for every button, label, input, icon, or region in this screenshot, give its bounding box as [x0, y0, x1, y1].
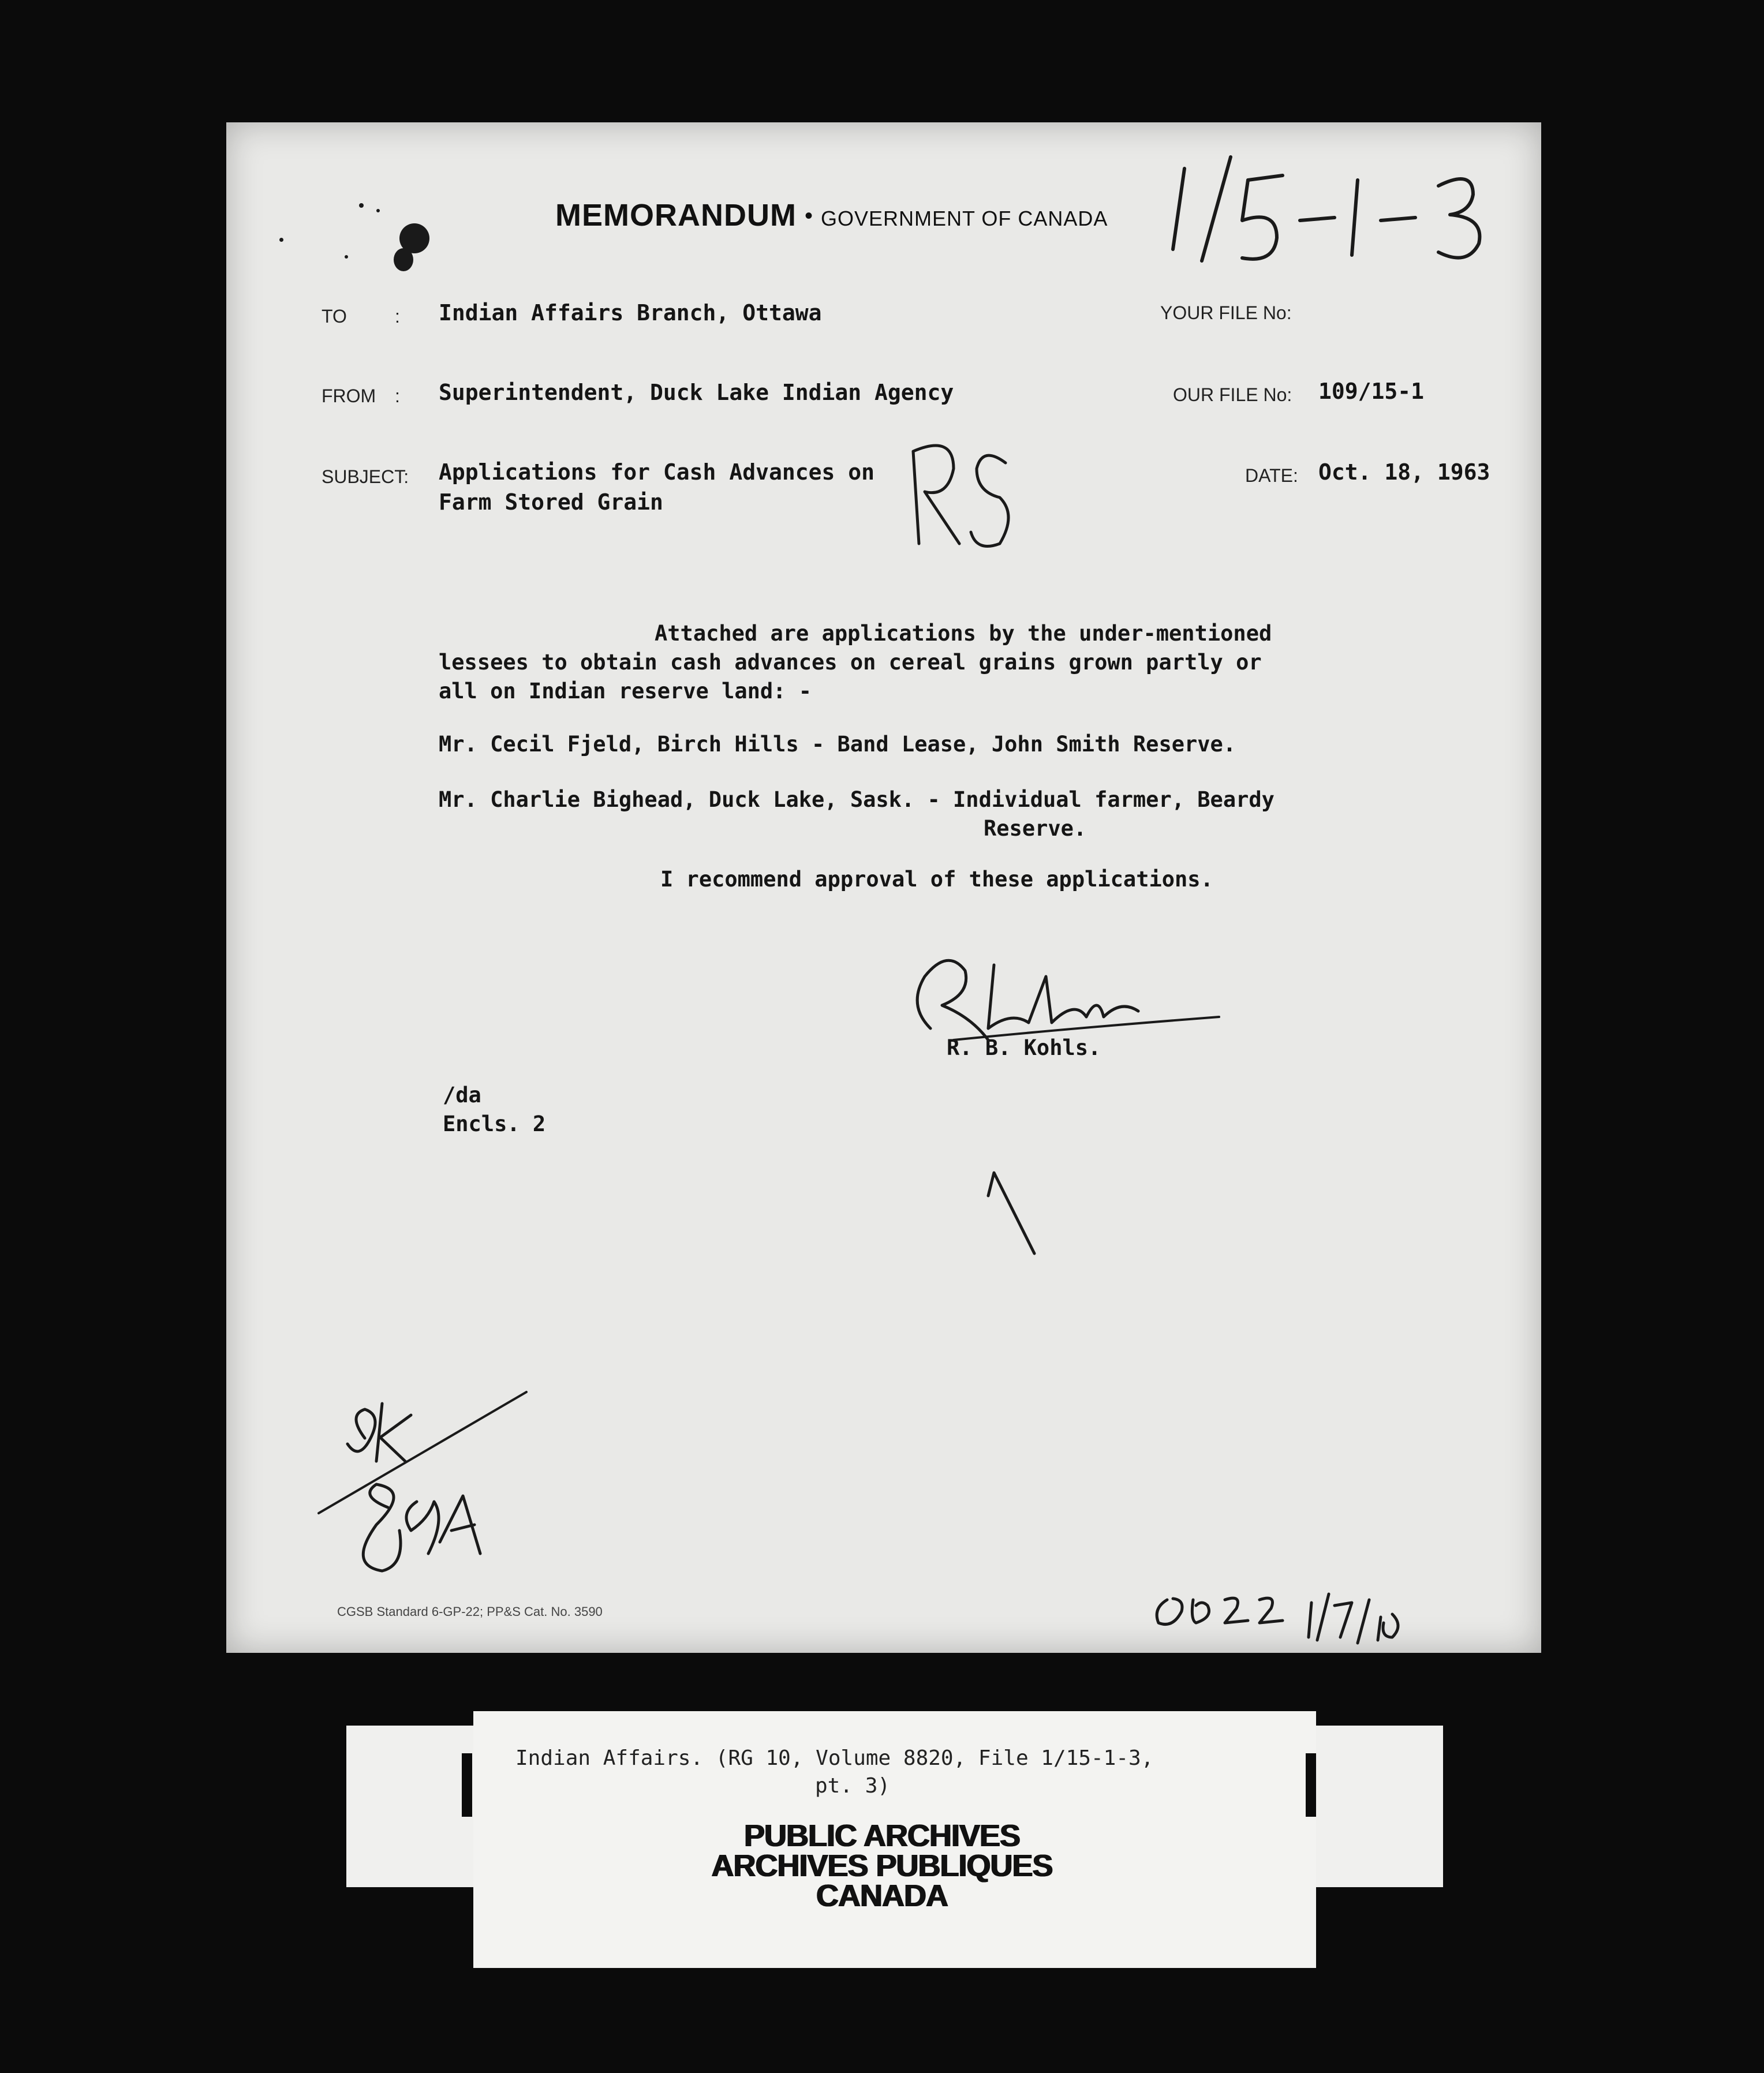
to-colon: :: [395, 306, 400, 327]
from-value: Superintendent, Duck Lake Indian Agency: [439, 380, 954, 405]
your-file-label: YOUR FILE No:: [1160, 302, 1292, 323]
body-para-line-3: all on Indian reserve land: -: [439, 679, 812, 704]
memo-title: MEMORANDUM: [555, 198, 797, 233]
ink-speck: [359, 203, 364, 208]
label-slot-right: [1306, 1753, 1316, 1817]
issuer-name: GOVERNMENT OF CANADA: [820, 207, 1108, 230]
typed-signature-name: R. B. Kohls.: [947, 1035, 1101, 1060]
subject-label: SUBJECT:: [322, 466, 409, 487]
ink-speck: [376, 209, 380, 212]
archive-reference-line-1: Indian Affairs. (RG 10, Volume 8820, File 1/15-1-3,: [515, 1746, 1154, 1770]
applicant-2-line-1: Mr. Charlie Bighead, Duck Lake, Sask. - Individual farmer, Beardy: [439, 787, 1275, 812]
archive-title-french: ARCHIVES PUBLIQUES: [711, 1849, 1053, 1883]
handwritten-date-note: [1150, 1582, 1410, 1646]
our-file-label: OUR FILE No:: [1173, 384, 1292, 405]
ink-speck: [345, 255, 348, 259]
applicant-2-line-2: Reserve.: [984, 816, 1087, 841]
handwritten-signature: [896, 942, 1231, 1057]
header-bullet: •: [804, 203, 813, 229]
archive-country: CANADA: [816, 1879, 948, 1913]
to-label: TO: [322, 306, 347, 327]
from-label: FROM: [322, 386, 376, 406]
body-para-line-2: lessees to obtain cash advances on cereal grains grown partly or: [439, 650, 1262, 675]
subject-line-1: Applications for Cash Advances on: [439, 459, 874, 485]
to-value: Indian Affairs Branch, Ottawa: [439, 300, 822, 325]
handwritten-file-number: [1161, 145, 1519, 278]
body-para-line-1: Attached are applications by the under-mentioned: [655, 621, 1272, 646]
form-number: CGSB Standard 6-GP-22; PP&S Cat. No. 3590: [337, 1604, 603, 1619]
memo-header: [555, 197, 1108, 233]
subject-line-2: Farm Stored Grain: [439, 489, 663, 515]
label-slot-left: [462, 1753, 472, 1817]
handwritten-initials-rs: [890, 428, 1029, 567]
memorandum-sheet: [226, 122, 1541, 1653]
our-file-value: 109/15-1: [1318, 379, 1425, 404]
handwritten-ok-initials: [313, 1380, 555, 1600]
applicant-1: Mr. Cecil Fjeld, Birch Hills - Band Lease, John Smith Reserve.: [439, 732, 1236, 757]
typist-initials: /da: [443, 1083, 481, 1107]
from-colon: :: [395, 386, 400, 406]
date-value: Oct. 18, 1963: [1318, 459, 1490, 485]
ink-speck: [279, 238, 283, 242]
enclosures: Encls. 2: [443, 1112, 546, 1136]
date-label: DATE:: [1245, 465, 1298, 486]
archive-reference-line-2: pt. 3): [815, 1774, 891, 1798]
archive-title-english: PUBLIC ARCHIVES: [743, 1818, 1021, 1853]
ink-blot: [394, 248, 413, 271]
recommendation: I recommend approval of these applications.: [660, 867, 1213, 892]
handwritten-caret-mark: [977, 1161, 1046, 1265]
